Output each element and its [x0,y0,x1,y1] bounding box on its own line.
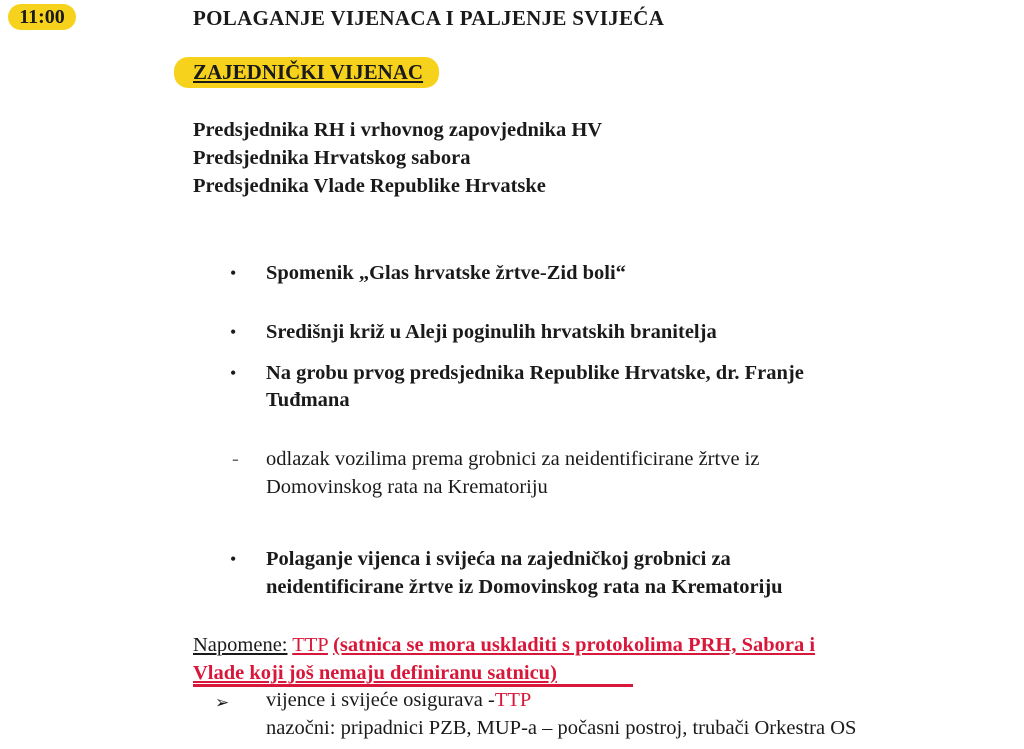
bullet-icon: • [230,363,237,383]
location-item-continued: neidentificirane žrtve iz Domovinskog rata na Krematoriju [266,576,783,598]
attendee-line: Predsjednika RH i vrhovnog zapovjednika HV [193,119,603,141]
ttp-tag: TTP [292,634,328,656]
transfer-note-continued: Domovinskog rata na Krematoriju [266,476,548,498]
bullet-icon: • [230,263,237,283]
bullet-icon: • [230,322,237,342]
dash-marker: - [232,448,239,470]
arrow-bullet-icon: ➢ [215,693,230,712]
schedule-warning-continued: Vlade koji još nemaju definiranu satnicu) [193,662,557,684]
transfer-note: odlazak vozilima prema grobnici za neidentificirane žrtve iz [266,448,760,470]
attendance-note: nazočni: pripadnici PZB, MUP-a – počasni postroj, trubači Orkestra OS [266,717,857,739]
note-item-text: vijence i svijeće osigurava - [266,689,495,711]
attendee-line: Predsjednika Hrvatskog sabora [193,147,471,169]
event-title: POLAGANJE VIJENACA I PALJENJE SVIJEĆA [193,6,665,30]
section-title: ZAJEDNIČKI VIJENAC [174,57,439,88]
attendee-line: Predsjednika Vlade Republike Hrvatske [193,175,546,197]
location-item-continued: Tuđmana [266,389,350,411]
note-item [266,686,531,715]
location-item: Spomenik „Glas hrvatske žrtve-Zid boli“ [266,262,626,284]
note-item-ttp: TTP [494,689,532,711]
notes-line-1 [193,630,815,660]
bullet-icon: • [230,549,237,569]
schedule-warning: (satnica se mora uskladiti s protokolima PRH, Sabora i [333,634,816,656]
location-item: Središnji križ u Aleji poginulih hrvatskih branitelja [266,321,717,343]
location-item: Na grobu prvog predsjednika Republike Hrvatske, dr. Franje [266,362,804,384]
location-item: Polaganje vijenca i svijeća na zajedničkoj grobnici za [266,548,731,570]
time-badge: 11:00 [8,4,76,30]
notes-label: Napomene: [193,634,288,656]
